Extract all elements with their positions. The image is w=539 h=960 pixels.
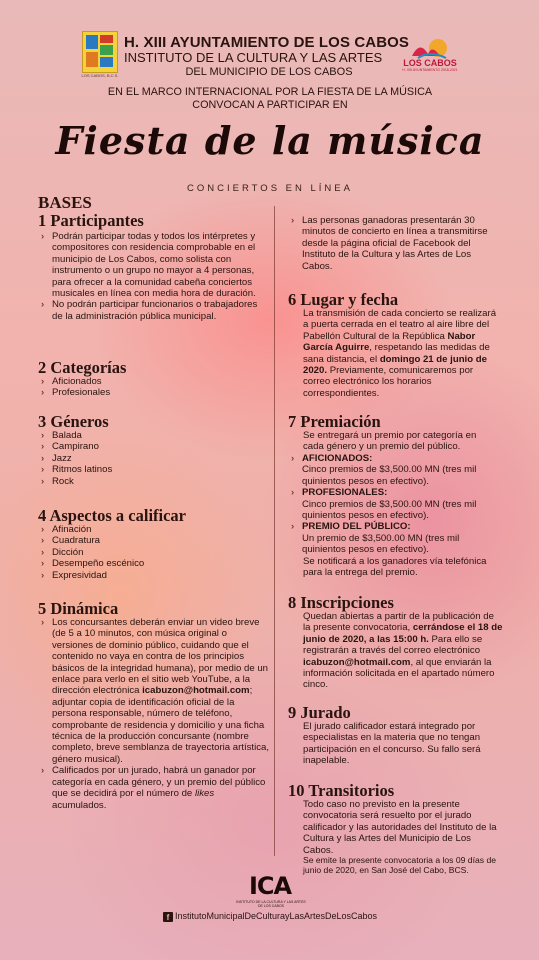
list-item: › Afinación <box>38 524 258 535</box>
section-7-intro: Se entregará un premio por categoría en cada género y un premio del público. <box>303 430 477 453</box>
facebook-handle: InstitutoMunicipalDeCulturayLasArtesDeLosCabos <box>174 911 378 921</box>
section-5-body <box>38 617 270 811</box>
list-item: › Rock <box>38 476 258 487</box>
facebook-icon: f <box>163 912 173 922</box>
section-5-title: 5 Dinámica <box>38 599 119 618</box>
section-2-title: 2 Categorías <box>38 358 127 377</box>
list-item: › Calificados por un jurado, habrá un ganador por categoría en cada género, y un premio del público que se decidirá por el número de likes acumulados. <box>38 765 270 811</box>
section-7-prizes <box>288 453 500 556</box>
ica-logo-caption: INSTITUTO DE LA CULTURA Y LAS ARTES DE LOS CABOS <box>236 900 306 908</box>
email-text: icabuzon@hotmail.com <box>142 685 250 697</box>
list-item: › Cuadratura <box>38 535 258 546</box>
header-subtitle: INSTITUTO DE LA CULTURA Y LAS ARTES <box>124 50 383 65</box>
section-3-body <box>38 430 258 487</box>
column-divider <box>274 206 275 856</box>
section-1-body <box>38 231 266 322</box>
los-cabos-logo <box>402 36 458 76</box>
los-cabos-logo-sub: H. XIII AYUNTAMIENTO 2018-2021 <box>402 68 458 72</box>
list-item: › Balada <box>38 430 258 441</box>
list-item: › No podrán participar funcionarios o trabajadores de la administración pública municipal. <box>38 299 266 322</box>
list-item: › Expresividad <box>38 570 258 581</box>
section-4-title: 4 Aspectos a calificar <box>38 506 187 525</box>
ica-logo <box>249 873 291 899</box>
section-9-title: 9 Jurado <box>288 703 351 722</box>
section-7-title: 7 Premiación <box>288 412 381 431</box>
section-6-title: 6 Lugar y fecha <box>288 290 399 309</box>
list-item: › Aficionados <box>38 376 258 387</box>
header-title: H. XIII AYUNTAMIENTO DE LOS CABOS <box>124 34 409 51</box>
list-item: › Las personas ganadoras presentarán 30 minutos de concierto en línea a transmitirse desde la página oficial de Facebook del Instituto de la Cultura y las Artes de Los Cabos. <box>288 215 500 272</box>
list-item: › Podrán participar todas y todos los intérpretes y compositores con residencia comprobable en el municipio de Los Cabos, como solista con instrumento o un grupo no mayor a 4 personas, para ofrecer a la comunidad cabeña conciertos musicales en línea con media hora de duración. <box>38 231 266 299</box>
section-8-title: 8 Inscripciones <box>288 593 394 612</box>
bases-heading: BASES <box>38 193 92 212</box>
email-text: icabuzon@hotmail.com <box>303 656 411 668</box>
section-4-body <box>38 524 258 581</box>
list-item: › AFICIONADOS: Cinco premios de $3,500.00 MN (tres mil quinientos pesos en efectivo). <box>288 453 500 487</box>
list-item: › Desempeño escénico <box>38 558 258 569</box>
list-item: › PROFESIONALES: Cinco premios de $3,500.00 MN (tres mil quinientos pesos en efectivo). <box>288 487 500 521</box>
list-item: › Ritmos latinos <box>38 464 258 475</box>
header-subtitle-2: DEL MUNICIPIO DE LOS CABOS <box>185 66 353 78</box>
section-9-body: El jurado calificador estará integrado por especialistas en la materia que no tengan participación en el concurso. Su fallo será inapelable. <box>303 721 481 767</box>
intro-line-1: EN EL MARCO INTERNACIONAL POR LA FIESTA DE LA MÚSICA <box>107 86 433 98</box>
section-7-notice: Se notificará a los ganadores vía telefónica para la entrega del premio. <box>303 556 487 579</box>
section-1-title: 1 Participantes <box>38 211 144 230</box>
list-item: › Campirano <box>38 441 258 452</box>
subtitle: CONCIERTOS EN LÍNEA <box>187 183 353 194</box>
facebook-link[interactable] <box>80 911 460 922</box>
main-title: Fiesta de la música <box>55 118 485 163</box>
section-10-issued: Se emite la presente convocatoria a los 09 días de junio de 2020, en San José del Cabo, BCS. <box>303 855 496 876</box>
ayuntamiento-logo <box>82 31 118 73</box>
ica-logo-text: ICA <box>249 872 292 900</box>
section-5-continued <box>288 215 500 272</box>
section-10-title: 10 Transitorios <box>288 781 395 800</box>
list-item: › Profesionales <box>38 387 258 398</box>
list-item: › Los concursantes deberán enviar un video breve (de 5 a 10 minutos, con música original o versiones de dominio público, cuidando que el contenido no vaya en contra de los principios básicos de la integridad humana), por medio de un enlace para verlo en el sitio web YouTube, a la dirección electrónica icabuzon@hotmail.com; adjuntar copia de identificación oficial de la persona responsable, número de teléfono, comprobante de residencia y domicilio y una ficha técnica de la producción concursante (nombre completo, breve semblanza de trayectoria artística, género musical). <box>38 617 270 765</box>
list-item: › Jazz <box>38 453 258 464</box>
intro-line-2: CONVOCAN A PARTICIPAR EN <box>192 99 348 111</box>
section-8-body: Quedan abiertas a partir de la publicación de la presente convocatoria, cerrándose el 18 de junio de 2020, a las 15:00 h. Para ello se registrarán a través del correo electrónico icabuzon@hotmail.com, al que enviarán la información solicitada en el apartado número cinco. <box>303 611 503 691</box>
los-cabos-logo-text: LOS CABOS <box>403 58 457 68</box>
left-logo-caption: LOS CABOS, B.C.S. <box>81 73 119 78</box>
list-item: › PREMIO DEL PÚBLICO: Un premio de $3,500.00 MN (tres mil quinientos pesos en efectivo). <box>288 521 500 555</box>
section-6-body: La transmisión de cada concierto se realizará a puerta cerrada en el teatro al aire libre del Pabellón Cultural de la República Nabor García Aguirre, respetando las medidas de sana distancia, el domingo 21 de junio de 2020. Previamente, comunicaremos por correo electrónico los horarios correspondientes. <box>303 308 497 399</box>
section-2-body <box>38 376 258 399</box>
section-3-title: 3 Géneros <box>38 412 109 431</box>
list-item: › Dicción <box>38 547 258 558</box>
section-10-body: Todo caso no previsto en la presente convocatoria será resuelto por el jurado calificador y las autoridades del Instituto de la Cultura y las Artes del Municipio de Los Cabos. <box>303 799 497 856</box>
